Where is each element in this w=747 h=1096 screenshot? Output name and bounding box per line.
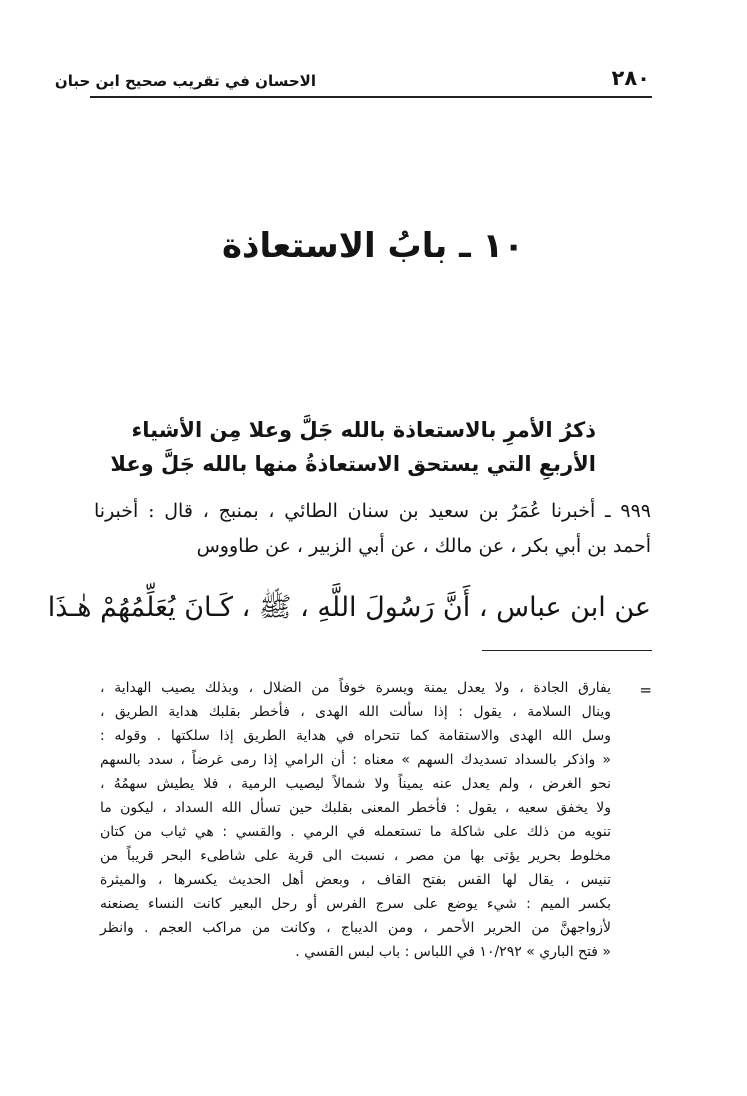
section-heading-line-1: ذكرُ الأمرِ بالاستعاذة بالله جَلَّ وعلا مِن الأشياء [131,418,596,442]
footnote-line: لأزواجهنَّ من الحرير الأحمر ، ومن الديباج ، وكانت من مراكب العجم . وانظر [100,920,611,936]
section-heading-line-2: الأربعِ التي يستحق الاستعاذةُ منها بالله جَلَّ وعلا [110,452,596,476]
footnote-line: وسل الله الهدى والاستقامة كما تتحراه في هداية الطريق إذا سلكتها . وقوله : [100,728,611,744]
footnote-line: ولا يخفق سعيه ، يقول : فأخطر المعنى بقلبك حين تسأل الله السداد ، ليكون ما [100,800,611,816]
hadith-text-line: عن ابن عباس ، أَنَّ رَسُولَ اللَّهِ ، ﷺ ، كَـانَ يُعَلِّمُهُمْ هٰـذَا [47,592,651,623]
page-number: ٢٨٠ [611,66,650,90]
running-header-title: الاحسان في تقريب صحيح ابن حبان [54,72,316,90]
footnote-line: بكسر الميم : شيء يوضع على سرج الفرس أو رحل البعير كانت النساء يصنعنه [100,896,611,912]
hadith-chain-line-1: ٩٩٩ ـ أخبرنا عُمَرُ بن سعيد بن سنان الطائي ، بمنبج ، قال : أخبرنا [94,500,651,522]
footnote-line: وينال السلامة ، يقول : إذا سألت الله الهدى ، فأخطر بقلبك هداية الطريق ، [100,704,611,720]
footnote-line: مخلوط بحرير يؤتى بها من مصر ، نسبت الى قرية على شاطىء البحر قريباً من [100,848,611,864]
footnote-continuation-marker: = [639,681,652,699]
footnote-line: « فتح الباري » ١٠/٢٩٢ في اللباس : باب لبس القسي . [295,944,611,960]
footnote-line: تنيس ، يقال لها القس بفتح القاف ، وبعض أهل الحديث يكسرها ، والميثرة [100,872,611,888]
hadith-chain-line-2: أحمد بن أبي بكر ، عن مالك ، عن أبي الزبير ، عن طاووس [196,535,651,557]
chapter-title: ١٠ ـ بابُ الاستعاذة [221,226,525,266]
footnote-line: تنويه من ذلك على شاكلة ما تستعمله في الرمي . والقسي : هي ثياب من كتان [100,824,611,840]
footnote-divider [482,650,652,651]
footnote-line: يفارق الجادة ، ولا يعدل يمنة ويسرة خوفاً من الضلال ، وبذلك يصيب الهداية ، [100,680,611,696]
header-divider [90,96,652,98]
footnote-line: « واذكر بالسداد تسديدك السهم » معناه : أن الرامي إذا رمى غرضاً ، سدد بالسهم [100,752,611,768]
footnote-line: نحو الغرض ، ولم يعدل عنه يميناً ولا شمالاً ليصيب الرمية ، فلا يطيش سهمُهُ ، [100,776,611,792]
